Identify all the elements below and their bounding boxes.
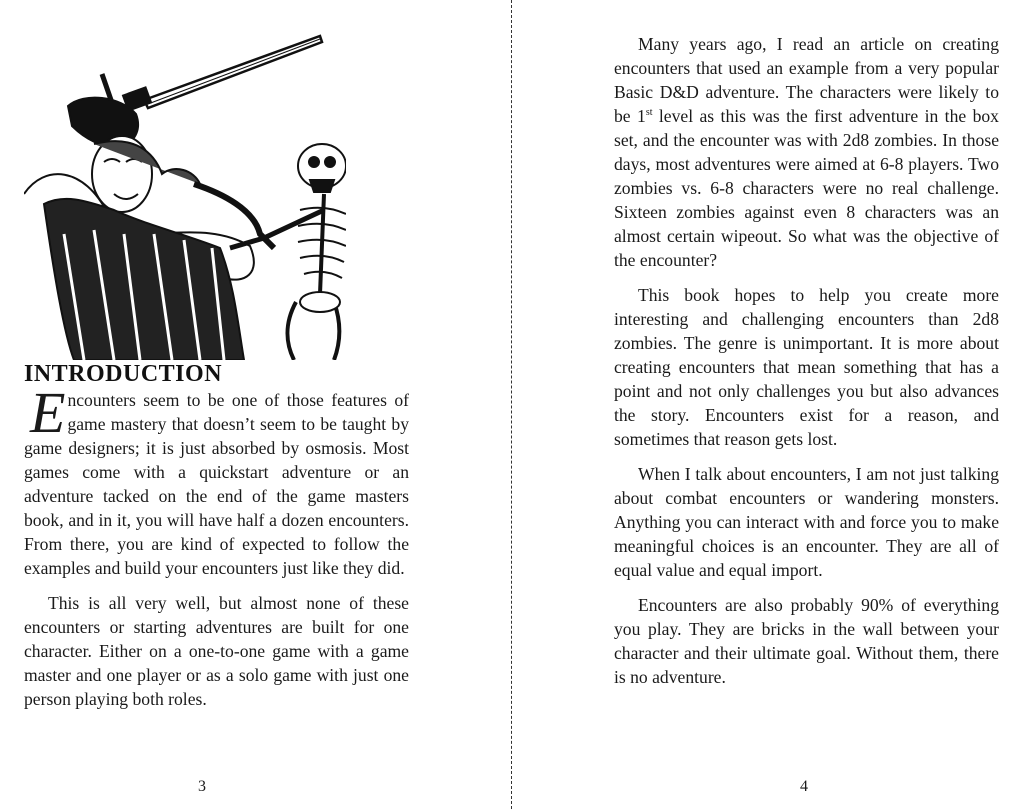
page-title: INTRODUCTION	[24, 361, 223, 387]
paragraph: This is all very well, but almost none of these encounters or starting adventures are built for one character. Either on a one-to-one game with a game master and one player or as a solo game with just one person playing both roles.	[24, 593, 409, 709]
page-divider	[511, 0, 512, 809]
paragraph	[614, 32, 999, 272]
right-body-text	[614, 32, 999, 700]
left-body-text	[24, 380, 409, 722]
dropcap: E	[30, 380, 66, 445]
woodcut-illustration	[24, 34, 346, 360]
paragraph: This book hopes to help you create more interesting and challenging encounters than 2d8 zombies. The genre is unimportant. It is more about creating encounters that mean something that has a point and not only challenges you but also advances the story. Encounters exist for a reason, and sometimes that reason gets lost.	[614, 285, 999, 449]
intro-paragraph-text: ncounters seem to be one of those features of game mastery that doesn’t seem to be taught by game designers; it is just absorbed by osmosis. Most games come with a quickstart adventure or an adventure tacked on the end of the game masters book, and in it, you will have half a dozen encounters. From there, you are kind of expected to follow the examples and build your encounters just like they did.	[24, 390, 409, 578]
swordsman-figure	[24, 98, 274, 360]
page-number-right: 4	[800, 778, 808, 795]
paragraph-text: Many years ago, I read an article on creating encounters that used an example from a very popular Basic D&D adventure. The characters were likely to be 1	[614, 34, 999, 126]
intro-paragraph	[24, 380, 409, 580]
right-page	[513, 0, 1026, 809]
skeleton-figure	[230, 144, 346, 360]
left-page	[0, 0, 512, 809]
superscript: st	[645, 107, 653, 119]
paragraph: Encounters are also probably 90% of everything you play. They are bricks in the wall between your character and their ultimate goal. Without them, there is no adventure.	[614, 595, 999, 687]
paragraph: When I talk about encounters, I am not just talking about combat encounters or wandering monsters. Anything you can interact with and force you to make meaningful choices is an encounter. They are all of equal value and equal import.	[614, 464, 999, 580]
paragraph-text: level as this was the first adventure in the box set, and the encounter was with 2d8 zombies. In those days, most adventures were aimed at 6-8 players. Two zombies vs. 6-8 characters were no real challenge. Sixteen zombies against even 8 characters was an almost certain wipeout. So what was the objective of the encounter?	[614, 106, 999, 270]
page-number-left: 3	[198, 778, 206, 795]
